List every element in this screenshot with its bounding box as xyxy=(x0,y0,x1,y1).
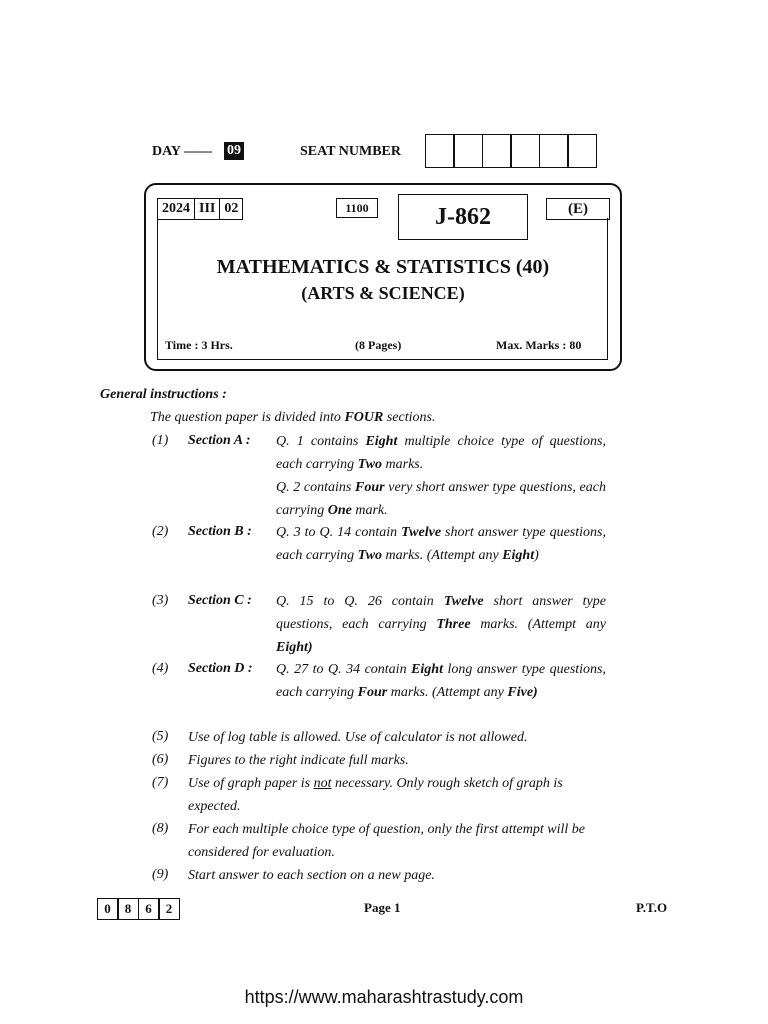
paper-code: J-862 xyxy=(398,194,528,240)
instructions-intro: The question paper is divided into FOUR sections. xyxy=(150,410,436,425)
stream-title: (ARTS & SCIENCE) xyxy=(301,283,465,303)
exam-time: Time : 3 Hrs. xyxy=(165,338,233,352)
item-number: (2) xyxy=(152,524,169,539)
page-number: Page 1 xyxy=(364,900,401,915)
instruction-5-text: Use of log table is allowed. Use of calculator is not allowed. xyxy=(188,730,528,745)
paper-code-boxes xyxy=(98,898,180,920)
seat-box xyxy=(510,134,540,168)
exam-year: 2024 xyxy=(162,201,190,216)
instruction-6-text: Figures to the right indicate full marks. xyxy=(188,753,409,768)
exam-code-box xyxy=(157,198,243,220)
language-code: (E) xyxy=(546,198,610,220)
session-code: 1100 xyxy=(336,198,378,218)
max-marks: Max. Marks : 80 xyxy=(496,338,582,352)
item-number: (7) xyxy=(152,775,169,790)
section-c-text: Q. 15 to Q. 26 contain Twelve short answer type questions, each carrying Three marks. (Attempt any Eight) xyxy=(276,594,606,655)
section-a-text: Q. 1 contains Eight multiple choice type of questions, each carrying Two marks. Q. 2 contains Four very short answer type questions, each carrying One mark. xyxy=(276,434,606,518)
seat-box xyxy=(482,134,512,168)
item-number: (4) xyxy=(152,661,169,676)
section-d-label: Section D : xyxy=(188,661,253,676)
paper-code-digit: 6 xyxy=(138,898,160,920)
seat-box xyxy=(453,134,483,168)
instruction-7-text: Use of graph paper is not necessary. Only rough sketch of graph is expected. xyxy=(188,776,563,814)
seat-box xyxy=(567,134,597,168)
paper-code-digit: 8 xyxy=(117,898,139,920)
section-b-text: Q. 3 to Q. 14 contain Twelve short answer type questions, each carrying Two marks. (Attempt any Eight) xyxy=(276,525,606,563)
pto-label: P.T.O xyxy=(636,900,668,915)
page-count: (8 Pages) xyxy=(355,338,402,352)
section-a-label: Section A : xyxy=(188,433,251,448)
item-number: (3) xyxy=(152,593,169,608)
seat-number-boxes xyxy=(426,134,597,168)
instruction-8-text: For each multiple choice type of question, only the first attempt will be considered for evaluation. xyxy=(188,822,585,860)
exam-code-a: III xyxy=(194,199,219,219)
seat-number-label: SEAT NUMBER xyxy=(300,144,402,159)
paper-code-digit: 2 xyxy=(158,898,180,920)
day-label: DAY —— xyxy=(152,144,213,159)
paper-code-digit: 0 xyxy=(97,898,119,920)
instruction-9-text: Start answer to each section on a new page. xyxy=(188,868,435,883)
seat-box xyxy=(425,134,455,168)
seat-box xyxy=(539,134,569,168)
section-d-text: Q. 27 to Q. 34 contain Eight long answer type questions, each carrying Four marks. (Attempt any Five) xyxy=(276,662,607,700)
item-number: (5) xyxy=(152,729,169,744)
subject-title: MATHEMATICS & STATISTICS (40) xyxy=(216,256,550,278)
item-number: (6) xyxy=(152,752,169,767)
day-number: 09 xyxy=(224,142,244,160)
section-b-label: Section B : xyxy=(188,524,252,539)
section-c-label: Section C : xyxy=(188,593,252,608)
source-url: https://www.maharashtrastudy.com xyxy=(244,987,524,1007)
instructions-title: General instructions : xyxy=(100,387,227,402)
item-number: (1) xyxy=(152,433,169,448)
item-number: (9) xyxy=(152,867,169,882)
item-number: (8) xyxy=(152,821,169,836)
exam-code-b: 02 xyxy=(219,199,242,219)
